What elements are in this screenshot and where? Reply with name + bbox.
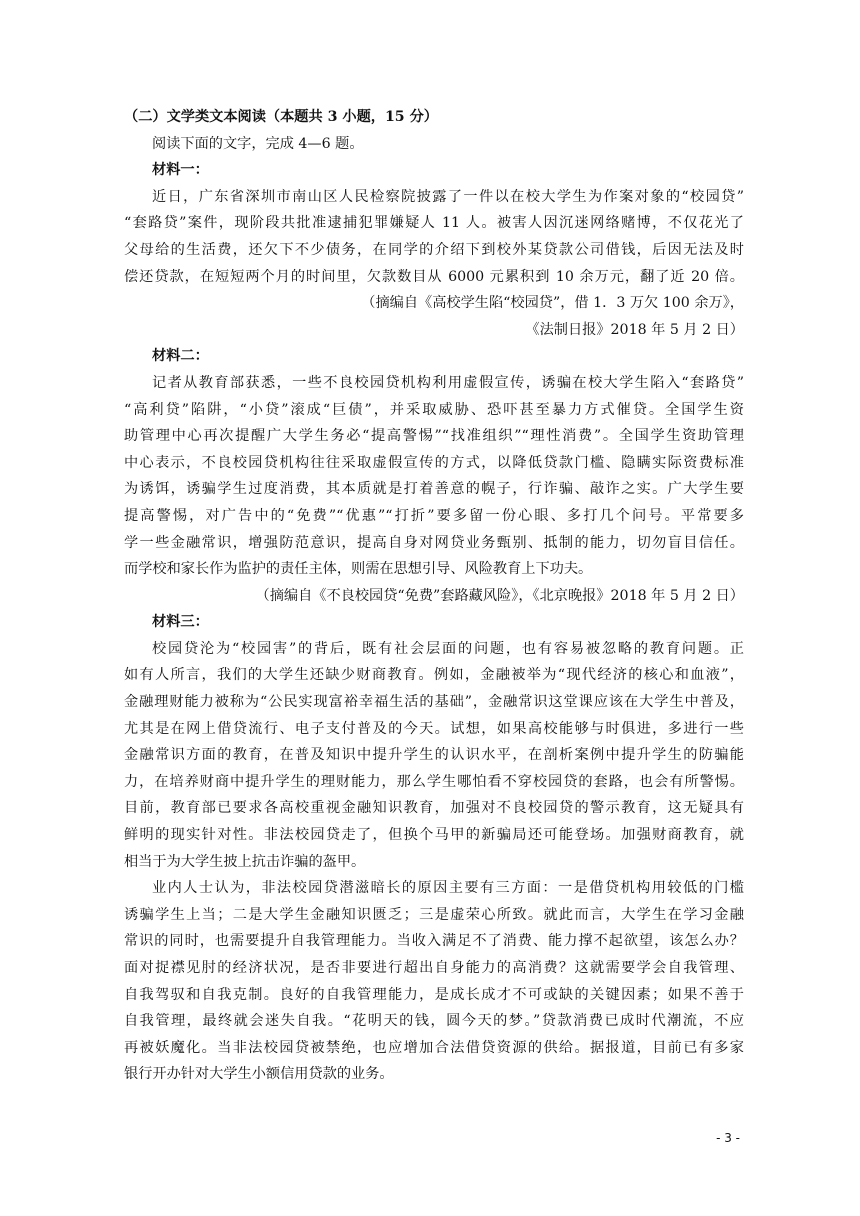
material1-line: 偿还贷款，在短短两个月的时间里，欠款数目从 6000 元累积到 10 余万元，翻了近 20 倍。 [124, 268, 744, 285]
material3-line: 校园贷沦为“校园害”的背后，既有社会层面的问题，也有容易被忽略的教育问题。正 [152, 640, 744, 657]
material3-paragraph-1 [124, 636, 744, 875]
page-number: - 3 - [716, 1131, 740, 1145]
material2-line: 提高警惕，对广告中的“免费”“优惠”“打折”要多留一份心眼、多打几个问号。平常要多 [124, 507, 744, 524]
material3-line: 目前，教育部已要求各高校重视金融知识教育，加强对不良校园贷的警示教育，这无疑具有 [124, 800, 744, 817]
material2-label: 材料二： [152, 348, 209, 365]
material3-line: 自我管理，最终就会迷失自我。“花明天的钱，圆今天的梦。”贷款消费已成时代潮流，不应 [124, 1013, 744, 1030]
material2-line: 学一些金融常识，增强防范意识，提高自身对网贷业务甄别、抵制的能力，切勿盲目信任。 [124, 534, 744, 551]
material3-line: 银行开办针对大学生小额信用贷款的业务。 [124, 1066, 394, 1083]
material3-line: 自我驾驭和自我克制。良好的自我管理能力，是成长成才不可或缺的关键因素；如果不善于 [124, 986, 744, 1003]
material2-line: “高利贷”陷阱，“小贷”滚成“巨债”，并采取威胁、恐吓甚至暴力方式催贷。全国学生资 [124, 401, 744, 418]
material1-source: （摘编自《高校学生陷“校园贷”，借 1．3 万欠 100 余万》， [361, 295, 744, 312]
material3-line: 鲜明的现实针对性。非法校园贷走了，但换个马甲的新骗局还可能登场。加强财商教育，就 [124, 827, 744, 844]
material3-line: 诱骗学生上当；二是大学生金融知识匮乏；三是虚荣心所致。就此而言，大学生在学习金融 [124, 906, 744, 923]
material1-line: 近日，广东省深圳市南山区人民检察院披露了一件以在校大学生为作案对象的“校园贷” [152, 188, 744, 205]
material3-line: 业内人士认为，非法校园贷潜滋暗长的原因主要有三方面：一是借贷机构用较低的门槛 [152, 880, 744, 897]
material2-line: 而学校和家长作为监护的责任主体，则需在思想引导、风险教育上下功夫。 [124, 561, 593, 578]
material2-line: 记者从教育部获悉，一些不良校园贷机构利用虚假宣传，诱骗在校大学生陷入“套路贷” [152, 374, 744, 391]
material2-line: 为诱饵，诱骗学生过度消费，其本质就是打着善意的幌子，行诈骗、敲诈之实。广大学生要 [124, 481, 744, 498]
material3-line: 常识的同时，也需要提升自我管理能力。当收入满足不了消费、能力撑不起欲望，该怎么办？ [124, 933, 744, 950]
material3-line: 尤其是在网上借贷流行、电子支付普及的今天。试想，如果高校能够与时俱进，多进行一些 [124, 720, 744, 737]
material3-line: 相当于为大学生披上抗击诈骗的盔甲。 [124, 853, 366, 870]
material1-label: 材料一： [152, 162, 209, 179]
page-content [124, 104, 744, 1088]
material1-source: 《法制日报》2018 年 5 月 2 日） [525, 321, 744, 338]
material3-paragraph-2 [124, 875, 744, 1088]
material2-line: 助管理中心再次提醒广大学生务必“提高警惕”“找准组织”“理性消费”。全国学生资助管理 [124, 428, 744, 445]
material1-body [124, 184, 744, 290]
material3-label: 材料三： [152, 614, 209, 631]
material3-line: 再被妖魔化。当非法校园贷被禁绝，也应增加合法借贷资源的供给。据报道，目前已有多家 [124, 1039, 744, 1056]
material2-body [124, 370, 744, 583]
material3-line: 力，在培养财商中提升学生的理财能力，那么学生哪怕看不穿校园贷的套路，也会有所警惕。 [124, 773, 744, 790]
material3-line: 如有人所言，我们的大学生还缺少财商教育。例如，金融被举为“现代经济的核心和血液”， [124, 667, 744, 684]
material3-line: 金融理财能力被称为“公民实现富裕幸福生活的基础”，金融常识这堂课应该在大学生中普及， [124, 694, 744, 711]
material1-line: 父母给的生活费，还欠下不少债务，在同学的介绍下到校外某贷款公司借钱，后因无法及时 [124, 241, 744, 258]
instruction-text: 阅读下面的文字，完成 4—6 题。 [152, 135, 364, 152]
material1-line: “套路贷”案件，现阶段共批准逮捕犯罪嫌疑人 11 人。被害人因沉迷网络赌博，不仅花光了 [124, 215, 744, 232]
material3-line: 面对捉襟见肘的经济状况，是否非要进行超出自身能力的高消费？这就需要学会自我管理、 [124, 960, 744, 976]
material3-line: 金融常识方面的教育，在普及知识中提升学生的认识水平，在剖析案例中提升学生的防骗能 [124, 747, 744, 764]
material2-line: 中心表示，不良校园贷机构往往采取虚假宣传的方式，以降低贷款门槛、隐瞒实际资费标准 [124, 454, 744, 471]
section-title: （二）文学类文本阅读（本题共 3 小题，15 分） [124, 109, 438, 125]
material2-source: （摘编自《不良校园贷“免费”套路藏风险》，《北京晚报》2018 年 5 月 2 日） [255, 587, 744, 604]
